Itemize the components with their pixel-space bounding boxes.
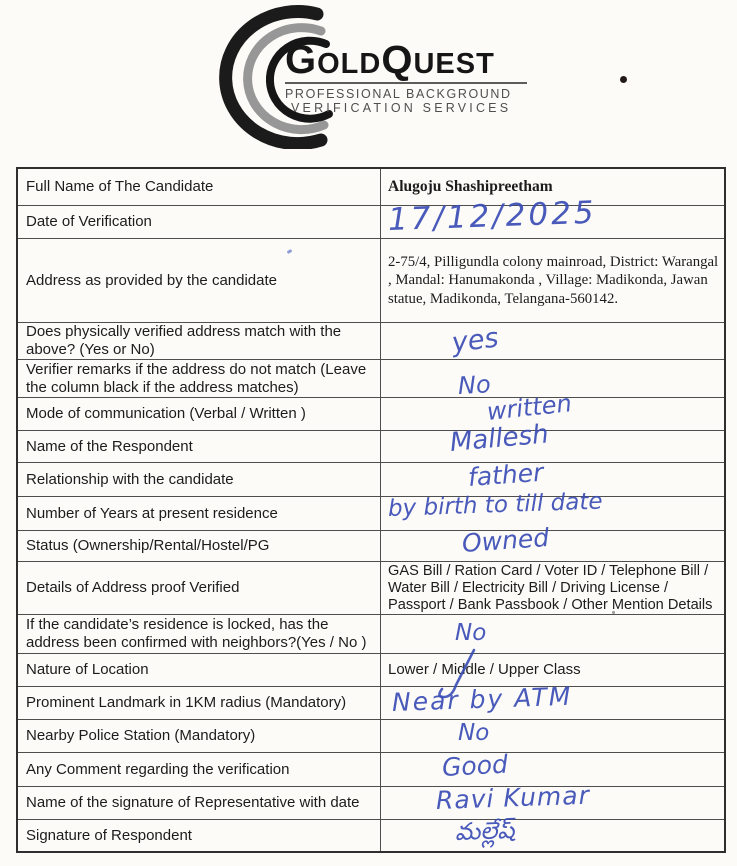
label-text: Signature of Respondent bbox=[26, 826, 192, 844]
handwritten-respondent-name: Mallesh bbox=[448, 419, 550, 458]
label-text: Full Name of The Candidate bbox=[26, 178, 214, 195]
table-row bbox=[18, 397, 724, 430]
table-row bbox=[18, 530, 724, 561]
logo-globe-q-icon: Q bbox=[381, 38, 414, 82]
row-value bbox=[381, 820, 724, 851]
row-label bbox=[18, 323, 381, 359]
table-row bbox=[18, 496, 724, 530]
table-row bbox=[18, 819, 724, 851]
handwritten-years: by birth to till date bbox=[387, 488, 603, 522]
address-proof-options: GAS Bill / Ration Card / Voter ID / Telephone Bill / Water Bill / Electricity Bill / Driving License / Passport / Bank Passbook / Other Mention Details bbox=[388, 562, 713, 613]
label-text: Address as provided by the candidate bbox=[26, 271, 277, 289]
label-text: Nature of Location bbox=[26, 661, 149, 678]
logo-part-old: OLD bbox=[317, 48, 382, 80]
label-text: Number of Years at present residence bbox=[26, 504, 278, 522]
row-label bbox=[18, 431, 381, 462]
label-text: Prominent Landmark in 1KM radius (Mandatory) bbox=[26, 694, 347, 711]
logo-taglines bbox=[285, 82, 527, 115]
handwritten-police-station: No bbox=[458, 720, 490, 746]
handwritten-representative-name: Ravi Kumar bbox=[435, 780, 591, 815]
row-label bbox=[18, 753, 381, 786]
table-row bbox=[18, 322, 724, 359]
row-label bbox=[18, 360, 381, 397]
verification-table bbox=[16, 167, 726, 853]
handwritten-relationship: father bbox=[466, 457, 545, 492]
row-label bbox=[18, 463, 381, 496]
label-text: Status (Ownership/Rental/Hostel/PG bbox=[26, 537, 270, 554]
table-row bbox=[18, 614, 724, 653]
table-row bbox=[18, 653, 724, 686]
logo-tagline-2: VERIFICATION SERVICES bbox=[291, 101, 512, 115]
handwritten-verifier-remarks: No bbox=[457, 370, 492, 400]
row-label bbox=[18, 239, 381, 322]
row-label bbox=[18, 820, 381, 851]
label-text: Does physically verified address match with the above? (Yes or No) bbox=[26, 323, 342, 358]
label-text: Details of Address proof Verified bbox=[26, 579, 240, 596]
row-label bbox=[18, 687, 381, 719]
row-value bbox=[381, 615, 724, 653]
logo-text-block bbox=[285, 40, 535, 115]
location-class-options: Lower / Middle / Upper Class bbox=[388, 661, 581, 679]
label-text: Name of the signature of Representative with date bbox=[26, 794, 360, 811]
label-text: Verifier remarks if the address do not match (Leave the column black if the address matches) bbox=[26, 360, 367, 396]
row-label bbox=[18, 787, 381, 819]
candidate-name-value: Alugoju Shashipreetham bbox=[388, 177, 553, 195]
label-text: Nearby Police Station (Mandatory) bbox=[26, 727, 256, 744]
table-row bbox=[18, 749, 724, 786]
row-label bbox=[18, 654, 381, 686]
table-row bbox=[18, 786, 724, 819]
table-row bbox=[18, 686, 724, 719]
address-value: 2-75/4, Pilligundla colony mainroad, District: Warangal , Mandal: Hanumakonda , Village: Madikonda, Jawan statue, Madikonda, Telangana-560142. bbox=[388, 253, 719, 307]
row-value bbox=[381, 431, 724, 462]
row-value bbox=[381, 531, 724, 561]
handwritten-ownership: Owned bbox=[460, 522, 551, 558]
logo-wordmark bbox=[285, 40, 535, 80]
row-label bbox=[18, 615, 381, 653]
logo-letter-g: G bbox=[285, 38, 318, 82]
row-label bbox=[18, 720, 381, 752]
row-label bbox=[18, 398, 381, 430]
goldquest-logo bbox=[205, 4, 540, 149]
handwritten-address-match: yes bbox=[450, 322, 501, 359]
table-row bbox=[18, 238, 724, 322]
logo-part-uest: UEST bbox=[413, 48, 495, 80]
logo-tagline-1: PROFESSIONAL BACKGROUND bbox=[285, 87, 512, 101]
handwritten-date: 17/12/2025 bbox=[387, 194, 598, 238]
label-text: Mode of communication (Verbal / Written ) bbox=[26, 405, 306, 422]
row-label bbox=[18, 562, 381, 614]
label-text: Name of the Respondent bbox=[26, 437, 193, 455]
scan-speck bbox=[620, 76, 627, 83]
table-row bbox=[18, 561, 724, 614]
row-value bbox=[381, 720, 724, 752]
table-row bbox=[18, 359, 724, 397]
table-row bbox=[18, 430, 724, 462]
label-text: Date of Verification bbox=[26, 213, 152, 230]
label-text: Relationship with the candidate bbox=[26, 470, 234, 488]
table-row bbox=[18, 169, 724, 205]
row-label bbox=[18, 531, 381, 561]
handwritten-comment: Good bbox=[441, 749, 509, 782]
table-row bbox=[18, 205, 724, 238]
row-label bbox=[18, 206, 381, 238]
table-row bbox=[18, 462, 724, 496]
label-text: If the candidate’s residence is locked, has the address been confirmed with neighbors?(Yes / No ) bbox=[26, 616, 367, 651]
row-label bbox=[18, 497, 381, 530]
handwritten-respondent-signature: మల్లేష్ bbox=[454, 815, 515, 846]
handwritten-neighbors: No bbox=[455, 620, 487, 646]
handwritten-mode: written bbox=[485, 389, 573, 426]
row-value bbox=[381, 323, 724, 359]
row-label bbox=[18, 169, 381, 205]
handwritten-landmark: Near by ATM bbox=[391, 681, 573, 717]
label-text: Any Comment regarding the verification bbox=[26, 760, 290, 778]
table-row bbox=[18, 719, 724, 752]
